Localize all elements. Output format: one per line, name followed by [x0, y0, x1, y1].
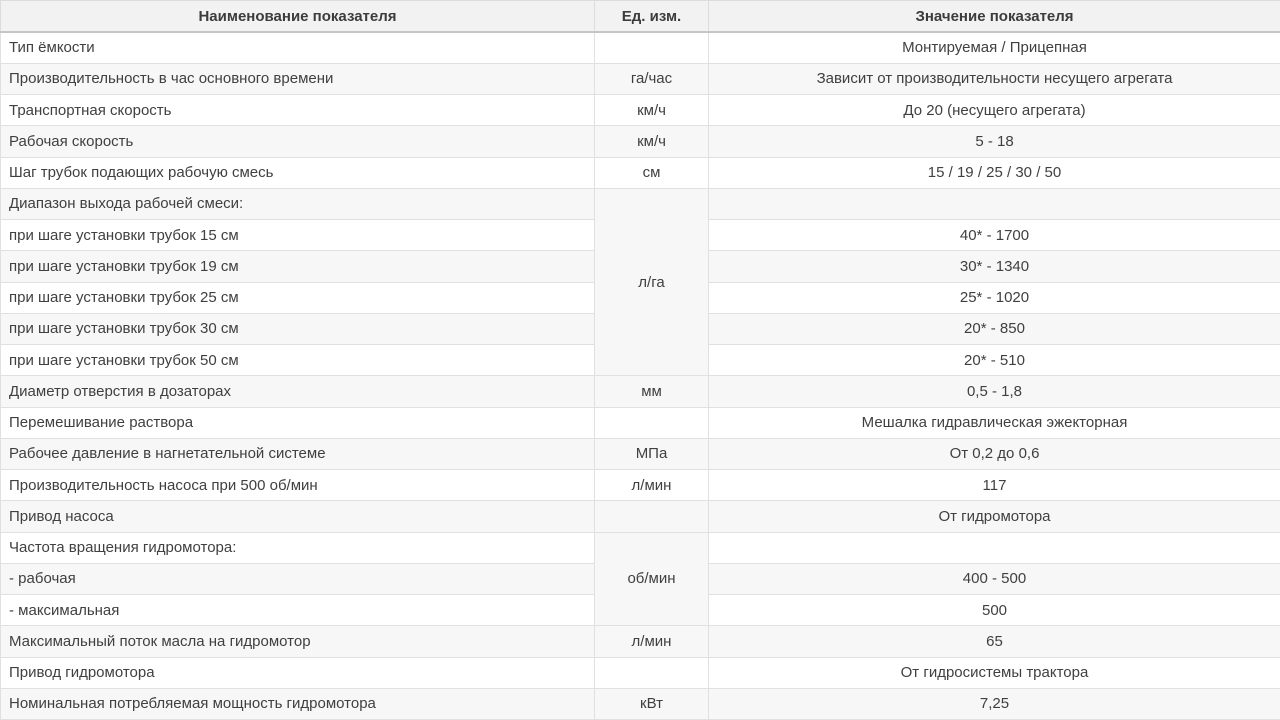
spec-unit-cell: л/мин: [595, 626, 709, 657]
spec-value-cell: 0,5 - 1,8: [709, 376, 1280, 407]
col-header-name: Наименование показателя: [1, 1, 595, 33]
spec-unit-cell: л/мин: [595, 470, 709, 501]
spec-value-cell: 20* - 510: [709, 345, 1280, 376]
spec-value-cell: 20* - 850: [709, 313, 1280, 344]
spec-name-cell: Частота вращения гидромотора:: [1, 532, 595, 563]
spec-value-cell: 5 - 18: [709, 126, 1280, 157]
spec-value-cell: Зависит от производительности несущего агрегата: [709, 63, 1280, 94]
spec-name-cell: Номинальная потребляемая мощность гидромотора: [1, 688, 595, 719]
spec-name-cell: Максимальный поток масла на гидромотор: [1, 626, 595, 657]
table-row: [1, 32, 1280, 63]
spec-unit-cell: кВт: [595, 688, 709, 719]
table-row: [1, 407, 1280, 438]
spec-name-cell: Диаметр отверстия в дозаторах: [1, 376, 595, 407]
spec-unit-cell: л/га: [595, 188, 709, 376]
spec-name-cell: Рабочая скорость: [1, 126, 595, 157]
spec-value-cell: 30* - 1340: [709, 251, 1280, 282]
spec-unit-cell: об/мин: [595, 532, 709, 626]
spec-name-cell: при шаге установки трубок 19 см: [1, 251, 595, 282]
spec-value-cell: 65: [709, 626, 1280, 657]
header-row: [1, 1, 1280, 33]
table-row: [1, 376, 1280, 407]
spec-value-cell: 117: [709, 470, 1280, 501]
spec-unit-cell: [595, 501, 709, 532]
spec-value-cell: 500: [709, 595, 1280, 626]
col-header-unit: Ед. изм.: [595, 1, 709, 33]
spec-name-cell: Транспортная скорость: [1, 95, 595, 126]
table-row: [1, 501, 1280, 532]
spec-value-cell: От 0,2 до 0,6: [709, 438, 1280, 469]
table-row: [1, 157, 1280, 188]
spec-name-cell: - рабочая: [1, 563, 595, 594]
spec-name-cell: Производительность в час основного времени: [1, 63, 595, 94]
spec-unit-cell: см: [595, 157, 709, 188]
spec-value-cell: От гидросистемы трактора: [709, 657, 1280, 688]
spec-name-cell: Шаг трубок подающих рабочую смесь: [1, 157, 595, 188]
table-row: [1, 470, 1280, 501]
spec-value-cell: [709, 188, 1280, 219]
spec-name-cell: при шаге установки трубок 50 см: [1, 345, 595, 376]
spec-name-cell: Производительность насоса при 500 об/мин: [1, 470, 595, 501]
specs-table-header: [1, 1, 1280, 33]
table-row: [1, 95, 1280, 126]
spec-name-cell: при шаге установки трубок 25 см: [1, 282, 595, 313]
spec-unit-cell: [595, 32, 709, 63]
spec-name-cell: Привод гидромотора: [1, 657, 595, 688]
spec-value-cell: [709, 532, 1280, 563]
spec-unit-cell: км/ч: [595, 126, 709, 157]
spec-value-cell: До 20 (несущего агрегата): [709, 95, 1280, 126]
spec-value-cell: 400 - 500: [709, 563, 1280, 594]
spec-value-cell: 7,25: [709, 688, 1280, 719]
table-row: [1, 438, 1280, 469]
table-row: [1, 688, 1280, 719]
table-row: [1, 532, 1280, 563]
spec-name-cell: при шаге установки трубок 30 см: [1, 313, 595, 344]
table-row: [1, 126, 1280, 157]
spec-name-cell: Рабочее давление в нагнетательной системе: [1, 438, 595, 469]
spec-value-cell: 40* - 1700: [709, 220, 1280, 251]
spec-name-cell: при шаге установки трубок 15 см: [1, 220, 595, 251]
spec-unit-cell: мм: [595, 376, 709, 407]
spec-name-cell: Привод насоса: [1, 501, 595, 532]
spec-value-cell: 15 / 19 / 25 / 30 / 50: [709, 157, 1280, 188]
spec-value-cell: От гидромотора: [709, 501, 1280, 532]
spec-value-cell: 25* - 1020: [709, 282, 1280, 313]
table-row: [1, 188, 1280, 219]
spec-name-cell: Диапазон выхода рабочей смеси:: [1, 188, 595, 219]
spec-unit-cell: км/ч: [595, 95, 709, 126]
spec-value-cell: Мешалка гидравлическая эжекторная: [709, 407, 1280, 438]
spec-name-cell: - максимальная: [1, 595, 595, 626]
spec-unit-cell: [595, 657, 709, 688]
spec-name-cell: Перемешивание раствора: [1, 407, 595, 438]
spec-unit-cell: га/час: [595, 63, 709, 94]
spec-unit-cell: [595, 407, 709, 438]
spec-name-cell: Тип ёмкости: [1, 32, 595, 63]
table-row: [1, 63, 1280, 94]
col-header-value: Значение показателя: [709, 1, 1280, 33]
table-row: [1, 657, 1280, 688]
table-row: [1, 626, 1280, 657]
spec-value-cell: Монтируемая / Прицепная: [709, 32, 1280, 63]
specs-table-body: [1, 32, 1280, 720]
spec-unit-cell: МПа: [595, 438, 709, 469]
